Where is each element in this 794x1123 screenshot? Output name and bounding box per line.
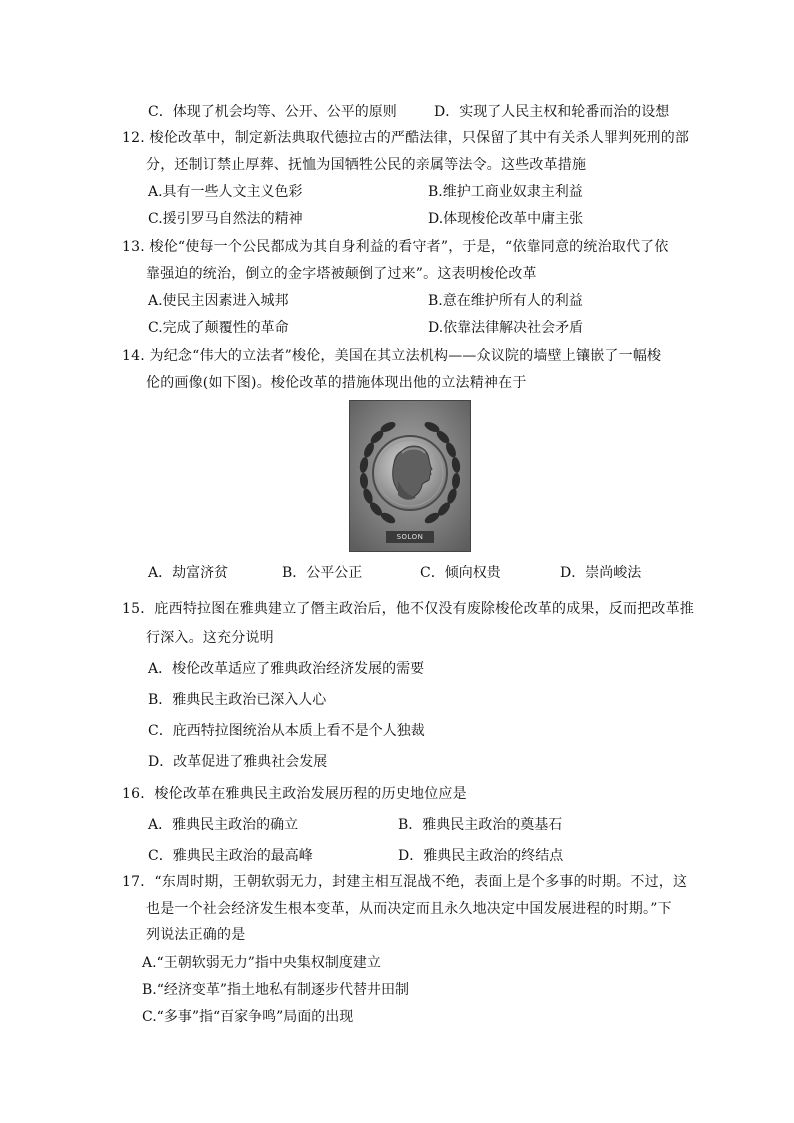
q16-stem-line1: 16．梭伦改革在雅典民主政治发展历程的历史地位应是	[122, 786, 467, 802]
q14-option-a: A．劫富济贫	[148, 565, 229, 581]
q14-stem-line1: 14. 为纪念“伟大的立法者”梭伦，美国在其立法机构——众议院的墙壁上镶嵌了一幅梭	[122, 348, 662, 364]
q12-stem-line1: 12. 梭伦改革中，制定新法典取代德拉古的严酷法律，只保留了其中有关杀人罪判死刑的部	[122, 130, 690, 146]
q17-stem-line2: 也是一个社会经济发生根本变革，从而决定而且永久地决定中国发展进程的时期。”下	[146, 901, 672, 917]
q12-stem-line2: 分，还制订禁止厚葬、抚恤为国牺牲公民的亲属等法令。这些改革措施	[146, 157, 587, 173]
q15-option-a: A．梭伦改革适应了雅典政治经济发展的需要	[148, 661, 425, 677]
q17-stem-line1: 17．“东周时期，王朝软弱无力，封建主相互混战不绝，表面上是个多事的时期。不过，这	[122, 874, 688, 890]
q15-option-c: C．庇西特拉图统治从本质上看不是个人独裁	[148, 723, 425, 739]
q15-option-b: B．雅典民主政治已深入人心	[148, 692, 327, 708]
solon-medallion-image	[349, 400, 471, 552]
q15-stem-line2: 行深入。这充分说明	[146, 630, 274, 646]
q16-option-d: D．雅典民主政治的终结点	[398, 848, 564, 864]
q17-stem-line3: 列说法正确的是	[146, 927, 246, 943]
q14-option-b: B．公平公正	[282, 565, 363, 581]
q12-option-c: C.援引罗马自然法的精神	[148, 211, 303, 227]
q11-option-c: C．体现了机会均等、公开、公平的原则	[148, 104, 397, 120]
q16-option-a: A．雅典民主政治的确立	[148, 817, 299, 833]
q14-option-d: D．崇尚峻法	[560, 565, 642, 581]
q13-option-b: B.意在维护所有人的利益	[428, 293, 583, 309]
q17-option-b: B.“经济变革”指土地私有制逐步代替井田制	[142, 982, 410, 998]
q13-stem-line1: 13. 梭伦“使每一个公民都成为其自身利益的看守者”，于是，“依靠同意的统治取代了依	[122, 239, 669, 255]
q16-option-c: C．雅典民主政治的最高峰	[148, 848, 313, 864]
q13-option-d: D.依靠法律解决社会矛盾	[428, 320, 584, 336]
q12-option-d: D.体现梭伦改革中庸主张	[428, 211, 584, 227]
q13-option-c: C.完成了颠覆性的革命	[148, 320, 289, 336]
q15-option-d: D．改革促进了雅典社会发展	[148, 754, 328, 770]
q14-stem-line2: 伦的画像(如下图)。梭伦改革的措施体现出他的立法精神在于	[146, 375, 527, 391]
q16-option-b: B．雅典民主政治的奠基石	[398, 817, 563, 833]
q12-option-a: A.具有一些人文主义色彩	[148, 184, 303, 200]
q11-option-d: D．实现了人民主权和轮番而治的设想	[434, 104, 670, 120]
q17-option-c: C.“多事”指“百家争鸣”局面的出现	[142, 1009, 354, 1025]
q12-option-b: B.维护工商业奴隶主利益	[428, 184, 583, 200]
q14-option-c: C．倾向权贵	[420, 565, 501, 581]
q15-stem-line1: 15．庇西特拉图在雅典建立了僭主政治后，他不仅没有废除梭伦改革的成果，反而把改革推	[122, 601, 695, 617]
figure-caption: SOLON	[396, 533, 424, 541]
q17-option-a: A.“王朝软弱无力”指中央集权制度建立	[142, 955, 381, 971]
q13-stem-line2: 靠强迫的统治，倒立的金字塔被颠倒了过来”。这表明梭伦改革	[146, 266, 537, 282]
q13-option-a: A.使民主因素进入城邦	[148, 293, 289, 309]
solon-portrait-icon	[350, 401, 470, 551]
